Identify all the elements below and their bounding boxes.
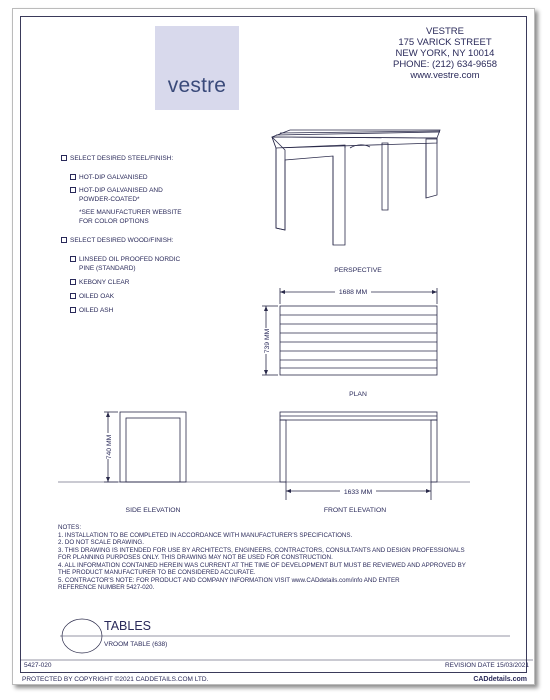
caddetails-logo: CADdetails.com: [473, 676, 527, 683]
pine-label-1: LINSEED OIL PROOFED NORDIC: [79, 256, 181, 263]
kebony-label: KEBONY CLEAR: [79, 279, 130, 286]
company-city: NEW YORK, NY 10014: [395, 48, 495, 59]
company-name: VESTRE: [425, 26, 464, 37]
steel-heading: SELECT DESIRED STEEL/FINISH:: [70, 155, 174, 162]
ash-label: OILED ASH: [79, 307, 114, 314]
plan-label: PLAN: [349, 391, 367, 398]
logo-text: vestre: [167, 74, 227, 97]
oak-label: OILED OAK: [79, 293, 115, 300]
notes-heading: NOTES:: [58, 524, 82, 531]
pine-label-2: PINE (STANDARD): [79, 265, 136, 272]
side-elevation-label: SIDE ELEVATION: [125, 507, 181, 514]
color-note-1: *SEE MANUFACTURER WEBSITE: [79, 209, 182, 216]
company-web: www.vestre.com: [410, 70, 480, 81]
color-note-2: FOR COLOR OPTIONS: [79, 218, 149, 225]
drawing-title: TABLES: [104, 619, 152, 633]
note-4a: 4. ALL INFORMATION CONTAINED HEREIN WAS CURRENT AT THE TIME OF DEVELOPMENT BUT MUST BE REVIEWED AND APPROVED BY: [58, 561, 466, 569]
plan-width-dim: 1688 MM: [338, 289, 368, 296]
revision-date: REVISION DATE 15/03/2021: [444, 662, 529, 669]
galvanised-label: HOT-DIP GALVANISED: [79, 174, 148, 181]
general-notes: [58, 524, 466, 592]
front-width-dim: 1633 MM: [343, 489, 373, 496]
front-elevation-label: FRONT ELEVATION: [323, 507, 387, 514]
plan-depth-dim: 739 MM: [264, 328, 271, 354]
company-phone: PHONE: (212) 634-9658: [392, 59, 498, 70]
plan-view: [262, 288, 437, 375]
note-3b: FOR PLANNING PURPOSES ONLY. THIS DRAWING MAY NOT BE USED FOR CONSTRUCTION.: [58, 554, 333, 561]
side-elevation-view: [104, 412, 186, 482]
note-4b: THE PRODUCT MANUFACTURER TO BE CONSIDERED ACCURATE.: [58, 569, 256, 576]
front-elevation-view: [280, 412, 437, 500]
note-1: 1. INSTALLATION TO BE COMPLETED IN ACCORDANCE WITH MANUFACTURER'S SPECIFICATIONS.: [58, 531, 353, 539]
note-3a: 3. THIS DRAWING IS INTENDED FOR USE BY ARCHITECTS, ENGINEERS, CONTRACTORS, CONSULTANTS AND DESIGN PROFESSIONALS: [58, 546, 465, 554]
drawing-subtitle: VROOM TABLE (638): [104, 641, 168, 648]
perspective-view: [272, 130, 440, 245]
reference-number: 5427-020: [24, 662, 52, 669]
note-2: 2. DO NOT SCALE DRAWING.: [58, 539, 144, 546]
powder-coated-label-2: POWDER-COATED*: [79, 196, 140, 203]
side-height-dim: 740 MM: [106, 434, 113, 460]
copyright-text: PROTECTED BY COPYRIGHT ©2021 CADDETAILS.COM LTD.: [22, 676, 209, 683]
perspective-label: PERSPECTIVE: [334, 267, 382, 274]
note-5b: REFERENCE NUMBER 5427-020.: [58, 584, 155, 591]
wood-heading: SELECT DESIRED WOOD/FINISH:: [70, 237, 174, 244]
powder-coated-label-1: HOT-DIP GALVANISED AND: [79, 187, 163, 194]
note-5a: 5. CONTRACTOR'S NOTE: FOR PRODUCT AND COMPANY INFORMATION VISIT www.CADdetails.com/info AND ENTER: [58, 576, 400, 584]
company-street: 175 VARICK STREET: [398, 37, 492, 48]
